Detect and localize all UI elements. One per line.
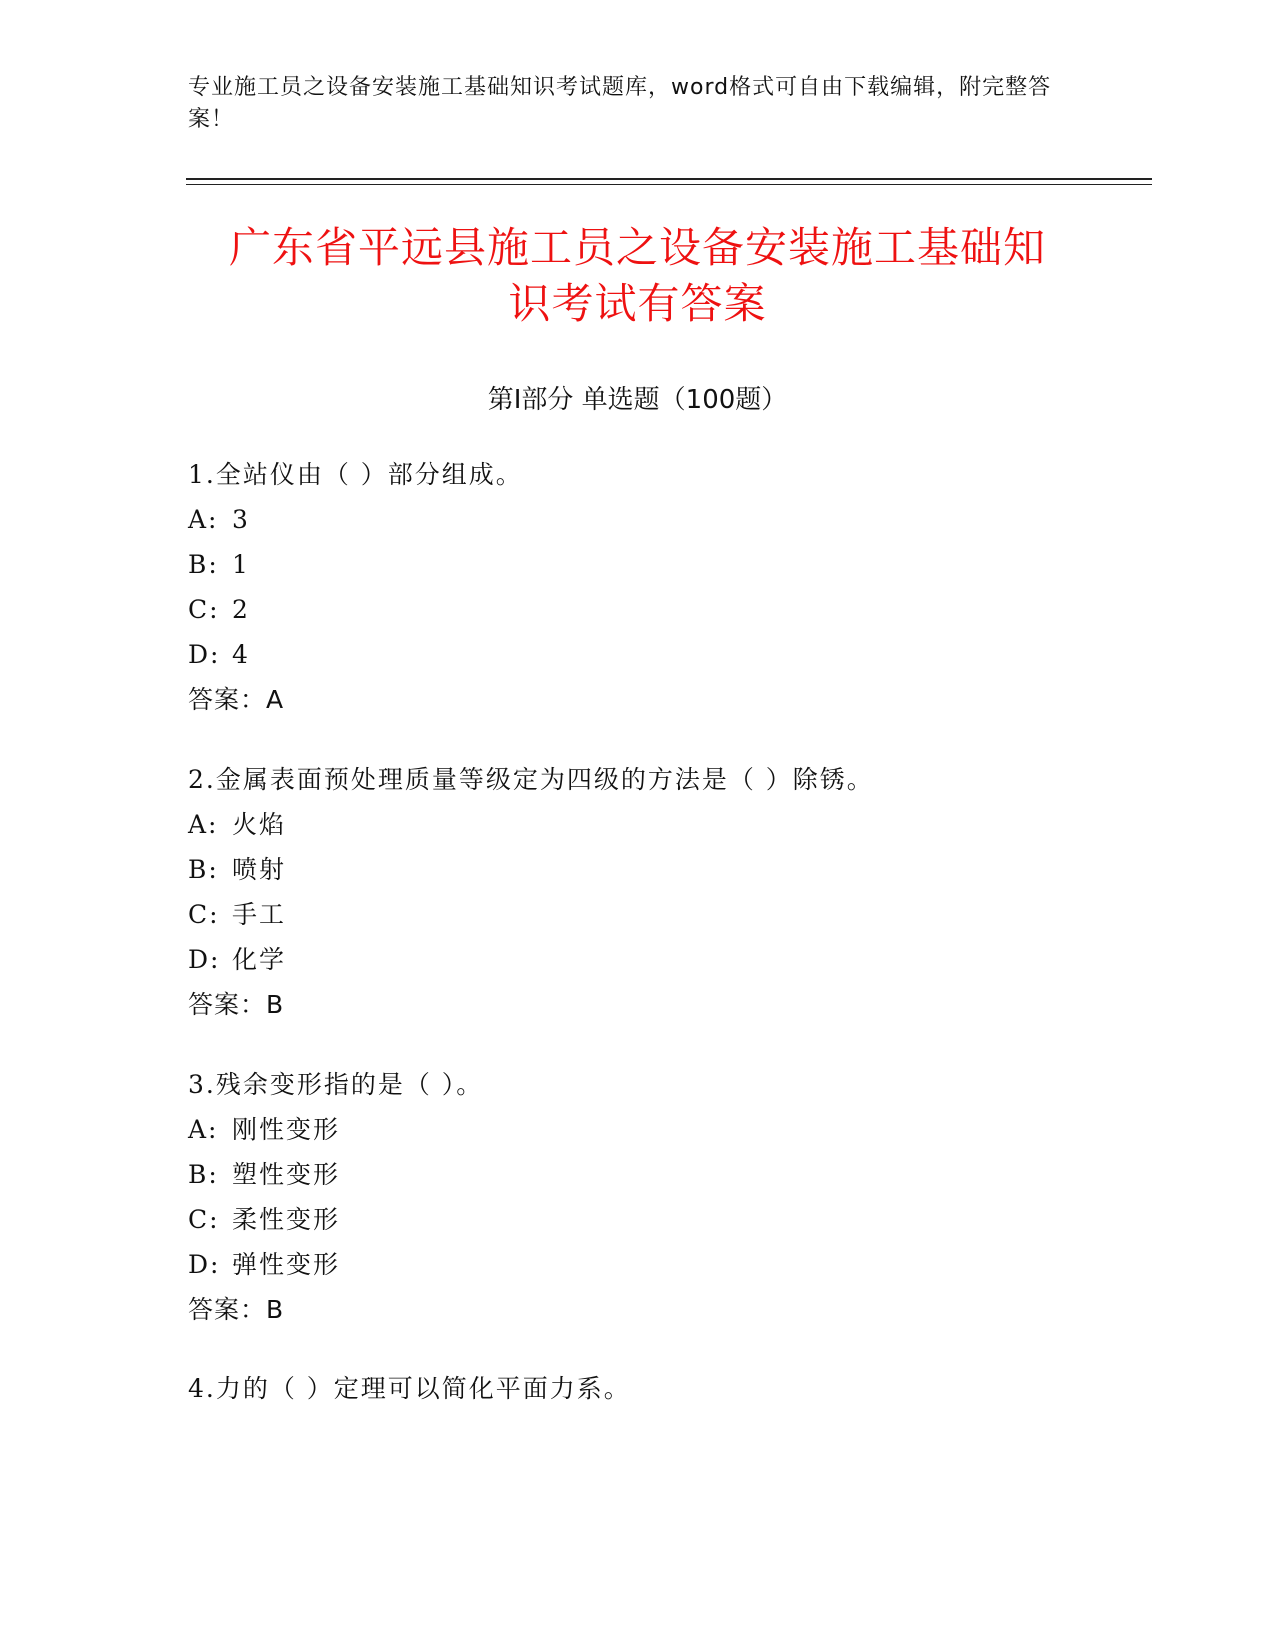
option-text: 火焰 <box>232 810 287 839</box>
question-1 <box>188 459 1188 716</box>
option-label: D: <box>188 945 221 974</box>
option-a <box>188 1114 1188 1146</box>
answer: 答案：A <box>188 685 285 714</box>
option-label: C: <box>188 1205 220 1234</box>
option-label: C: <box>188 900 220 929</box>
header-note: 专业施工员之设备安装施工基础知识考试题库，word格式可自由下载编辑，附完整答案！ <box>188 75 1052 132</box>
header-divider-thick <box>186 178 1152 180</box>
option-text: 手工 <box>232 900 287 929</box>
option-label: D: <box>188 640 221 669</box>
question-3 <box>188 1069 1188 1326</box>
option-b <box>188 549 1188 581</box>
question-stem: 2.金属表面预处理质量等级定为四级的方法是（ ）除锈。 <box>188 765 874 794</box>
question-stem: 4.力的（ ）定理可以简化平面力系。 <box>188 1374 631 1403</box>
section-heading: 第Ⅰ部分 单选题（100题） <box>487 385 788 415</box>
option-c <box>188 899 1188 931</box>
option-b <box>188 854 1188 886</box>
option-text: 化学 <box>232 945 287 974</box>
option-text: 4 <box>232 640 250 669</box>
question-stem: 1.全站仪由（ ）部分组成。 <box>188 460 523 489</box>
option-label: C: <box>188 595 220 624</box>
option-text: 塑性变形 <box>232 1160 341 1189</box>
option-d <box>188 639 1188 671</box>
option-label: A: <box>188 810 219 839</box>
option-label: A: <box>188 1115 219 1144</box>
option-text: 3 <box>232 505 250 534</box>
option-text: 刚性变形 <box>232 1115 341 1144</box>
option-c <box>188 594 1188 626</box>
option-b <box>188 1159 1188 1191</box>
answer: 答案：B <box>188 1295 285 1324</box>
option-label: B: <box>188 855 219 884</box>
option-d <box>188 1249 1188 1281</box>
question-2 <box>188 764 1188 1021</box>
option-text: 喷射 <box>232 855 287 884</box>
option-text: 1 <box>232 550 250 579</box>
title-line-2: 识考试有答案 <box>508 279 767 328</box>
option-d <box>188 944 1188 976</box>
option-c <box>188 1204 1188 1236</box>
option-label: D: <box>188 1250 221 1279</box>
option-text: 2 <box>232 595 250 624</box>
option-text: 柔性变形 <box>232 1205 341 1234</box>
question-stem: 3.残余变形指的是（ ）。 <box>188 1070 484 1099</box>
option-label: A: <box>188 505 219 534</box>
question-4 <box>188 1373 1188 1418</box>
option-label: B: <box>188 550 219 579</box>
answer: 答案：B <box>188 990 285 1019</box>
document-title <box>150 220 1125 332</box>
option-a <box>188 504 1188 536</box>
title-line-1: 广东省平远县施工员之设备安装施工基础知 <box>228 223 1046 272</box>
option-text: 弹性变形 <box>232 1250 341 1279</box>
header-divider-thin <box>186 184 1152 185</box>
option-a <box>188 809 1188 841</box>
option-label: B: <box>188 1160 219 1189</box>
